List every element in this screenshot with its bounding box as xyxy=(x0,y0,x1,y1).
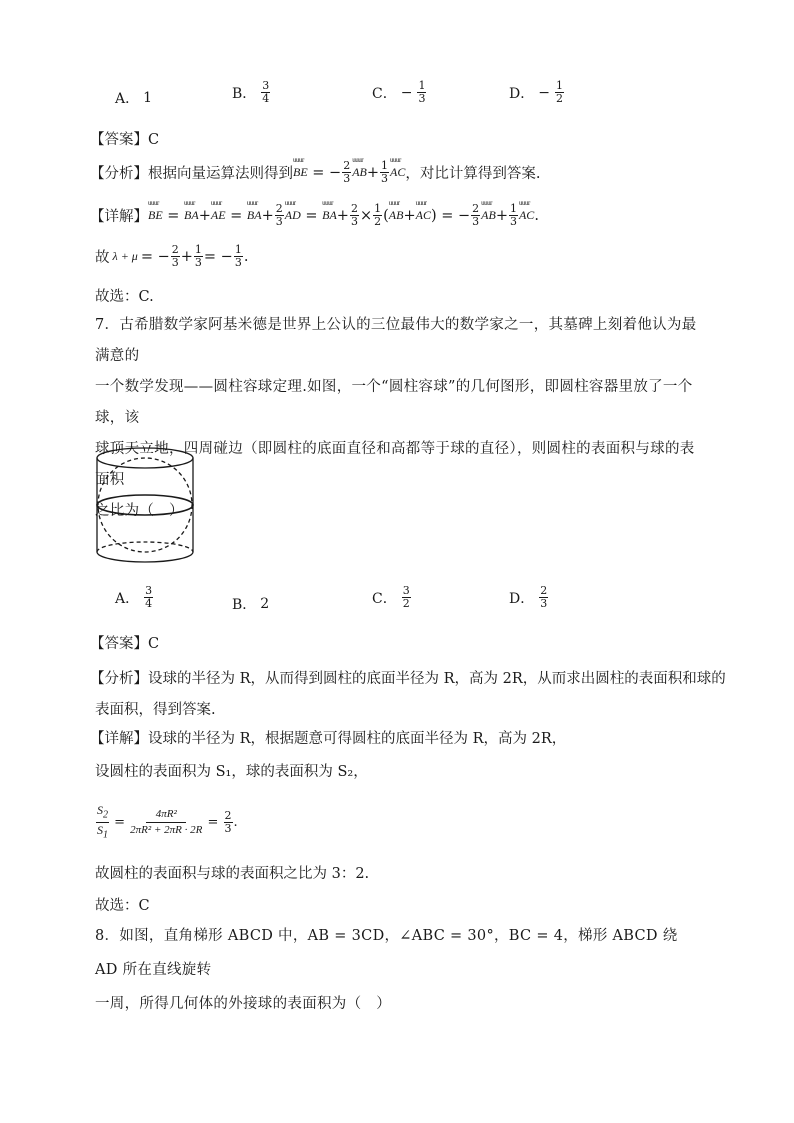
q7-detail-line2: 设圆柱的表面积为 S₁，球的表面积为 S₂， xyxy=(95,764,368,780)
equator-back xyxy=(97,495,193,505)
q7-ratio-formula: $\frac{S_2}{S_1}$ = $\frac{\text{4πR²}}{\text{2πR² + 2πR · 2R}}$ = $\frac{2}{3}$ . xyxy=(97,803,238,841)
fraction: $\frac{1}{2}$ xyxy=(555,79,563,105)
fraction: $\frac{3}{4}$ xyxy=(145,584,153,610)
cylinder-top-ellipse xyxy=(97,448,193,468)
q6-select: 故选：C. xyxy=(95,289,154,305)
sphere-outline xyxy=(98,458,192,552)
q6-option-a[interactable]: A． 1 xyxy=(115,90,153,107)
q7-ratio-conclusion: 故圆柱的表面积与球的表面积之比为 3：2. xyxy=(95,866,370,882)
q7-stem: 7．古希腊数学家阿基米德是世界上公认的三位最伟大的数学家之一，其墓碑上刻着他认为最满意的 一个数学发现——圆柱容球定理.如图，一个“圆柱容球”的几何图形，即圆柱容器里放了一个球，该 球顶天立地，四周碰边（即圆柱的底面直径和高都等于球的直径），则圆柱的表面积与球的表面积 之比为（ ） xyxy=(95,317,697,519)
q6-option-b[interactable]: B． $\frac{3}{4}$ xyxy=(232,79,270,105)
q7-analysis: 【分析】设球的半径为 R，从而得到圆柱的底面半径为 R，高为 2R，从而求出圆柱的表面积和球的 表面积，得到答案. xyxy=(90,671,726,718)
cylinder-bottom-back xyxy=(97,542,193,552)
q7-answer: 【答案】C xyxy=(90,636,160,652)
q8-stem: 8．如图，直角梯形 ABCD 中，AB = 3CD，∠ABC = 30°，BC = 4，梯形 ABCD 绕 AD 所在直线旋转 一周，所得几何体的外接球的表面积为（ ） xyxy=(95,928,678,1012)
q7-option-d[interactable]: D． $\frac{2}{3}$ xyxy=(509,584,548,610)
q7-detail: 【详解】设球的半径为 R，根据题意可得圆柱的底面半径为 R，高为 2R， xyxy=(90,731,567,747)
q6-option-d[interactable]: D． − $\frac{1}{2}$ xyxy=(509,79,563,105)
cylinder-sphere-figure xyxy=(90,440,200,570)
q6-conclusion: 故 λ + μ = − $\frac{2}{3}$ + $\frac{1}{3}$ = − $\frac{1}{3}$ . xyxy=(95,243,249,269)
q6-option-c[interactable]: C． − $\frac{1}{3}$ xyxy=(372,79,426,105)
fraction: $\frac{3}{2}$ xyxy=(402,584,410,610)
q7-select: 故选：C xyxy=(95,898,150,914)
fraction: $\frac{3}{4}$ xyxy=(262,79,270,105)
q6-analysis: 【分析】 根据向量运算法则得到 uuur BE = − $\frac{2}{3}$ uuur AB + $\frac{1}{3}$ uuur AC ，对比计算得到答案. xyxy=(90,160,540,185)
cylinder-bottom-front xyxy=(97,552,193,562)
fraction: $\frac{2}{3}$ xyxy=(540,584,548,610)
q6-detail: 【详解】 uuur BE = uuur BA + uuur AE = uuur BA + $\frac{2}{3}$ uuur AD = uuur BA + $\frac{2}{3}$ × $\frac{1}{2}$ ( uuur AB + uuur AC ) = − $\frac{2}{3}$ uuur AB + $\frac{1}{3}$ uuur AC . xyxy=(90,203,539,228)
fraction: $\frac{1}{3}$ xyxy=(418,79,426,105)
q7-option-c[interactable]: C． $\frac{3}{2}$ xyxy=(372,584,410,610)
q7-option-b[interactable]: B． 2 xyxy=(232,596,270,613)
q6-answer: 【答案】C xyxy=(90,132,160,148)
equator-front xyxy=(97,505,193,515)
q7-option-a[interactable]: A． $\frac{3}{4}$ xyxy=(115,584,153,610)
